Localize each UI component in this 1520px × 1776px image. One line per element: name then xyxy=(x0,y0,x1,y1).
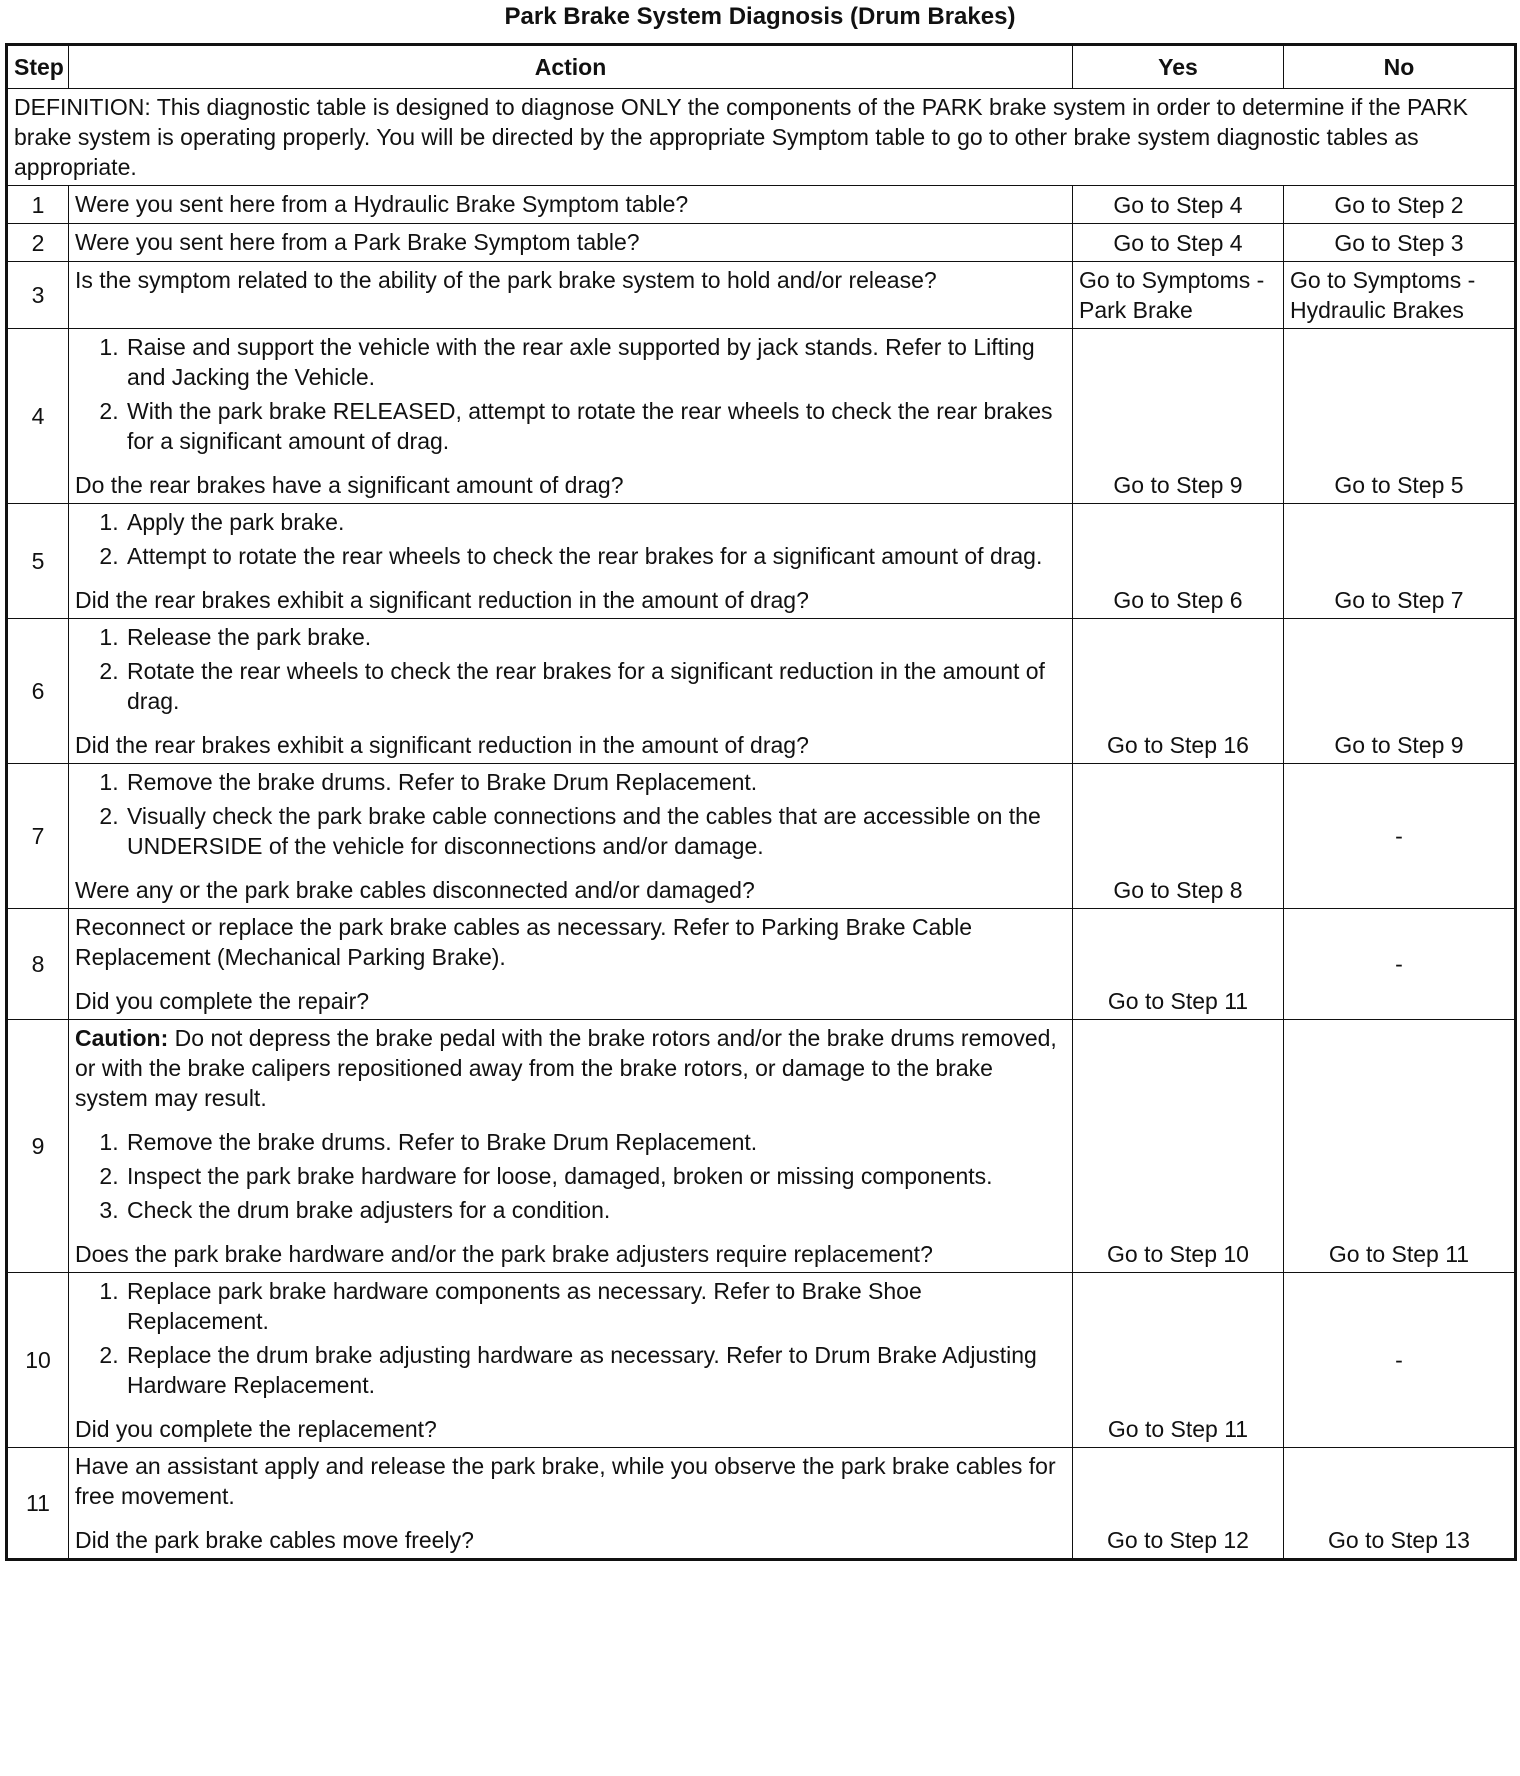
header-no: No xyxy=(1284,45,1516,89)
step-number: 10 xyxy=(7,1273,69,1448)
caution-label: Caution: xyxy=(75,1025,169,1051)
list-item: 2. Attempt to rotate the rear wheels to check the rear brakes for a significant amount of drag. xyxy=(125,541,1066,571)
action-question: Did the rear brakes exhibit a significant reduction in the amount of drag? xyxy=(75,732,809,758)
step-number: 6 xyxy=(7,619,69,764)
list-item: 2. Replace the drum brake adjusting hardware as necessary. Refer to Drum Brake Adjusting Hardware Replacement. xyxy=(125,1340,1066,1400)
step-number: 3 xyxy=(7,262,69,329)
table-row xyxy=(7,224,1516,262)
diagnosis-table xyxy=(5,43,1517,1561)
table-row xyxy=(7,186,1516,224)
yes-cell: Go to Step 9 xyxy=(1073,329,1284,504)
step-number: 4 xyxy=(7,329,69,504)
action-question: Did you complete the replacement? xyxy=(75,1416,437,1442)
no-cell: Go to Step 13 xyxy=(1284,1448,1516,1560)
action-cell xyxy=(69,1020,1073,1273)
definition-row xyxy=(7,89,1516,186)
table-row xyxy=(7,329,1516,504)
step-number: 9 xyxy=(7,1020,69,1273)
page-title: Park Brake System Diagnosis (Drum Brakes) xyxy=(504,3,1016,30)
action-list xyxy=(75,507,1066,571)
table-row xyxy=(7,1273,1516,1448)
action-cell xyxy=(69,909,1073,1020)
caution-note xyxy=(75,1023,1066,1113)
list-item: 2. Visually check the park brake cable connections and the cables that are accessible on the UNDERSIDE of the vehicle for disconnections and/or damage. xyxy=(125,801,1066,861)
list-item: 2. Inspect the park brake hardware for loose, damaged, broken or missing components. xyxy=(125,1161,1066,1191)
action-question: Did the rear brakes exhibit a significant reduction in the amount of drag? xyxy=(75,587,809,613)
yes-cell: Go to Step 4 xyxy=(1073,224,1284,262)
action-question: Does the park brake hardware and/or the park brake adjusters require replacement? xyxy=(75,1241,933,1267)
action-question: Were you sent here from a Park Brake Symptom table? xyxy=(69,224,1073,262)
action-cell xyxy=(69,619,1073,764)
list-item: 1. Apply the park brake. xyxy=(125,507,1066,537)
yes-cell: Go to Symptoms - Park Brake xyxy=(1073,262,1284,329)
action-question: Were any or the park brake cables disconnected and/or damaged? xyxy=(75,877,755,903)
no-cell: Go to Step 11 xyxy=(1284,1020,1516,1273)
no-cell: Go to Step 3 xyxy=(1284,224,1516,262)
table-row xyxy=(7,909,1516,1020)
no-cell: - xyxy=(1284,909,1516,1020)
action-question: Do the rear brakes have a significant amount of drag? xyxy=(75,472,624,498)
list-item: 2. Rotate the rear wheels to check the rear brakes for a significant reduction in the amount of drag. xyxy=(125,656,1066,716)
list-item: 1. Raise and support the vehicle with the rear axle supported by jack stands. Refer to Lifting and Jacking the Vehicle. xyxy=(125,332,1066,392)
header-yes: Yes xyxy=(1073,45,1284,89)
action-question: Is the symptom related to the ability of the park brake system to hold and/or release? xyxy=(69,262,1073,329)
yes-cell: Go to Step 11 xyxy=(1073,909,1284,1020)
table-row xyxy=(7,504,1516,619)
yes-cell: Go to Step 12 xyxy=(1073,1448,1284,1560)
no-cell: Go to Step 9 xyxy=(1284,619,1516,764)
list-item: 1. Remove the brake drums. Refer to Brake Drum Replacement. xyxy=(125,767,1066,797)
action-list xyxy=(75,1276,1066,1400)
table-row xyxy=(7,619,1516,764)
yes-cell: Go to Step 10 xyxy=(1073,1020,1284,1273)
no-cell: Go to Step 5 xyxy=(1284,329,1516,504)
table-row xyxy=(7,1020,1516,1273)
list-item: 1. Replace park brake hardware components as necessary. Refer to Brake Shoe Replacement. xyxy=(125,1276,1066,1336)
step-number: 1 xyxy=(7,186,69,224)
step-number: 11 xyxy=(7,1448,69,1560)
caution-text: Do not depress the brake pedal with the brake rotors and/or the brake drums removed, or with the brake calipers repositioned away from the brake rotors, or damage to the brake system may result. xyxy=(75,1025,1057,1111)
action-question: Did you complete the repair? xyxy=(75,988,370,1014)
action-cell xyxy=(69,1273,1073,1448)
table-row xyxy=(7,262,1516,329)
action-list xyxy=(75,332,1066,456)
definition-text: DEFINITION: This diagnostic table is designed to diagnose ONLY the components of the PARK brake system in order to determine if the PARK brake system is operating properly. You will be directed by the appropriate Symptom table to go to other brake system diagnostic tables as appropriate. xyxy=(7,89,1516,186)
action-question: Did the park brake cables move freely? xyxy=(75,1527,474,1553)
action-cell xyxy=(69,329,1073,504)
step-number: 7 xyxy=(7,764,69,909)
no-cell: - xyxy=(1284,1273,1516,1448)
header-step: Step xyxy=(7,45,69,89)
table-row xyxy=(7,764,1516,909)
no-cell: Go to Step 2 xyxy=(1284,186,1516,224)
list-item: 3. Check the drum brake adjusters for a condition. xyxy=(125,1195,1066,1225)
action-text: Have an assistant apply and release the park brake, while you observe the park brake cables for free movement. xyxy=(75,1453,1056,1509)
yes-cell: Go to Step 11 xyxy=(1073,1273,1284,1448)
action-cell xyxy=(69,504,1073,619)
step-number: 2 xyxy=(7,224,69,262)
list-item: 1. Release the park brake. xyxy=(125,622,1066,652)
no-cell: Go to Step 7 xyxy=(1284,504,1516,619)
list-item: 1. Remove the brake drums. Refer to Brake Drum Replacement. xyxy=(125,1127,1066,1157)
step-number: 8 xyxy=(7,909,69,1020)
step-number: 5 xyxy=(7,504,69,619)
table-row xyxy=(7,1448,1516,1560)
action-text: Reconnect or replace the park brake cables as necessary. Refer to Parking Brake Cable Replacement (Mechanical Parking Brake). xyxy=(75,914,973,970)
action-list xyxy=(75,767,1066,861)
yes-cell: Go to Step 16 xyxy=(1073,619,1284,764)
action-list xyxy=(75,622,1066,716)
no-cell: Go to Symptoms - Hydraulic Brakes xyxy=(1284,262,1516,329)
yes-cell: Go to Step 8 xyxy=(1073,764,1284,909)
no-cell: - xyxy=(1284,764,1516,909)
header-action: Action xyxy=(69,45,1073,89)
list-item: 2. With the park brake RELEASED, attempt to rotate the rear wheels to check the rear brakes for a significant amount of drag. xyxy=(125,396,1066,456)
action-cell xyxy=(69,764,1073,909)
yes-cell: Go to Step 4 xyxy=(1073,186,1284,224)
action-list xyxy=(75,1127,1066,1225)
action-question: Were you sent here from a Hydraulic Brake Symptom table? xyxy=(69,186,1073,224)
action-cell xyxy=(69,1448,1073,1560)
yes-cell: Go to Step 6 xyxy=(1073,504,1284,619)
header-row xyxy=(7,45,1516,89)
